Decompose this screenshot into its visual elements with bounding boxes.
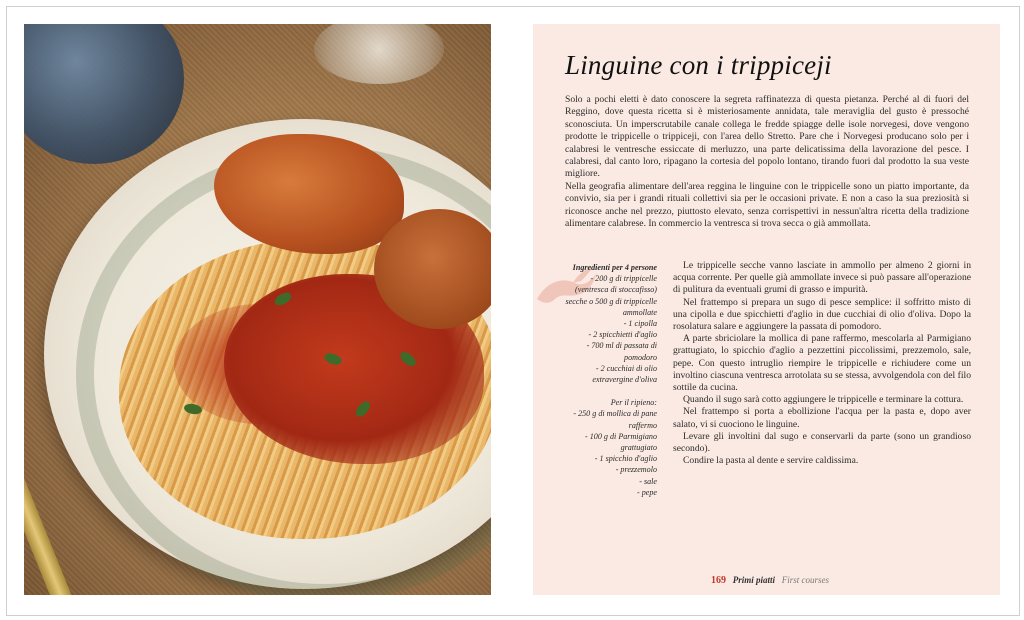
ingredient: - pepe [637, 487, 657, 497]
ingredient: - 200 g di trippicelle (ventresca di stoccafisso) secche o 500 g di trippicelle ammollate [565, 274, 657, 317]
recipe-step: Quando il sugo sarà cotto aggiungere le trippicelle e terminare la cottura. [683, 394, 964, 406]
section-title-english: First courses [781, 575, 830, 585]
ingredients-heading: Ingredienti per 4 persone [572, 263, 657, 272]
ingredient: - 100 g di Parmigiano grattugiato [585, 431, 657, 453]
recipe-step: Nel frattempo si prepara un sugo di pesce semplice: il soffritto misto di una cipolla e due spicchietti d'aglio in due cucchiai di olio d'oliva. Dopo la rosolatura salare e aggiungere la passata di pomodoro. [673, 296, 971, 333]
ingredient: - 1 spicchio d'aglio [594, 454, 657, 464]
dish-photo [24, 24, 491, 595]
ingredient: - prezzemolo [615, 465, 657, 475]
recipe-page [533, 24, 1000, 595]
intro-paragraph: Nella geografia alimentare dell'area reggina le linguine con le trippicelle sono un piatto importante, da convivio, sia per i grandi rituali collettivi sia per le occasioni private. E non a caso la sua preziosità si riconosce anche nel prezzo, piuttosto elevato, senza corrispettivi in nessun'altra ricetta della tradizione alimentare calabrese. In commercio la ventresca si trova secca o già ammollata. [565, 180, 969, 230]
recipe-step: Condire la pasta al dente e servire caldissima. [683, 455, 859, 467]
ingredient: - 700 ml di passata di pomodoro [586, 341, 657, 362]
ingredient: - 2 spicchietti d'aglio [588, 330, 657, 340]
filling-heading: Per il ripieno: [610, 398, 657, 408]
recipe-step: Le trippicelle secche vanno lasciate in ammollo per almeno 2 giorni in acqua corrente. Per quelle già ammollate invece si può passare all'operazione di pulitura da eventuali grumi di grasso e impurità. [673, 260, 971, 296]
ingredient: - 2 cucchiai di olio extravergine d'oliva [592, 363, 657, 385]
recipe-title: Linguine con i trippiceji [565, 50, 832, 80]
ingredient: - 1 cipolla [623, 319, 657, 329]
intro-paragraph: Solo a pochi eletti è dato conoscere la segreta raffinatezza di questa pietanza. Perché al di fuori del Reggino, dove questa ricetta si è misteriosamente annidata, tale meraviglia del gusto è pressoché sconosciuta. Un imperscrutabile canale collega le fredde spiagge delle isole norvegesi, dove vengono prodotte le trippicelle o trippiceji, con l'area dello Stretto. Pare che i Norvegesi producano solo per i calabresi le ventresche essiccate di merluzzo, una parte delicatissima della lavorazione del pesce. I calabresi, dal canto loro, ripagano la cortesia del popolo lontano, tirando fuori dal prodotto la sua veste migliore. [565, 94, 969, 180]
recipe-step: Nel frattempo si porta a ebollizione l'acqua per la pasta e, dopo aver salato, vi si cuociono le linguine. [673, 406, 971, 430]
section-title: Primi piatti [732, 575, 776, 585]
page-footer [711, 575, 829, 586]
ingredients-list [557, 262, 657, 498]
recipe-intro [565, 94, 969, 230]
recipe-step: A parte sbriciolare la mollica di pane raffermo, mescolarla al Parmigiano grattugiato, lo spicchio d'aglio a pezzettini piccolissimi, prezzemolo, sale, pepe. Con questo intruglio riempire le trippicelle e richiudere come un involtino ciascuna ventresca arrotolata su se stessa, avvolgendola con del filo sottile da cucina. [673, 333, 971, 394]
ingredient: - sale [639, 476, 657, 486]
ingredient: - 250 g di mollica di pane raffermo [573, 409, 657, 430]
recipe-step: Levare gli involtini dal sugo e conservarli da parte (sono un grandioso secondo). [673, 430, 971, 455]
recipe-steps [673, 260, 971, 467]
page-number: 169 [711, 575, 726, 586]
